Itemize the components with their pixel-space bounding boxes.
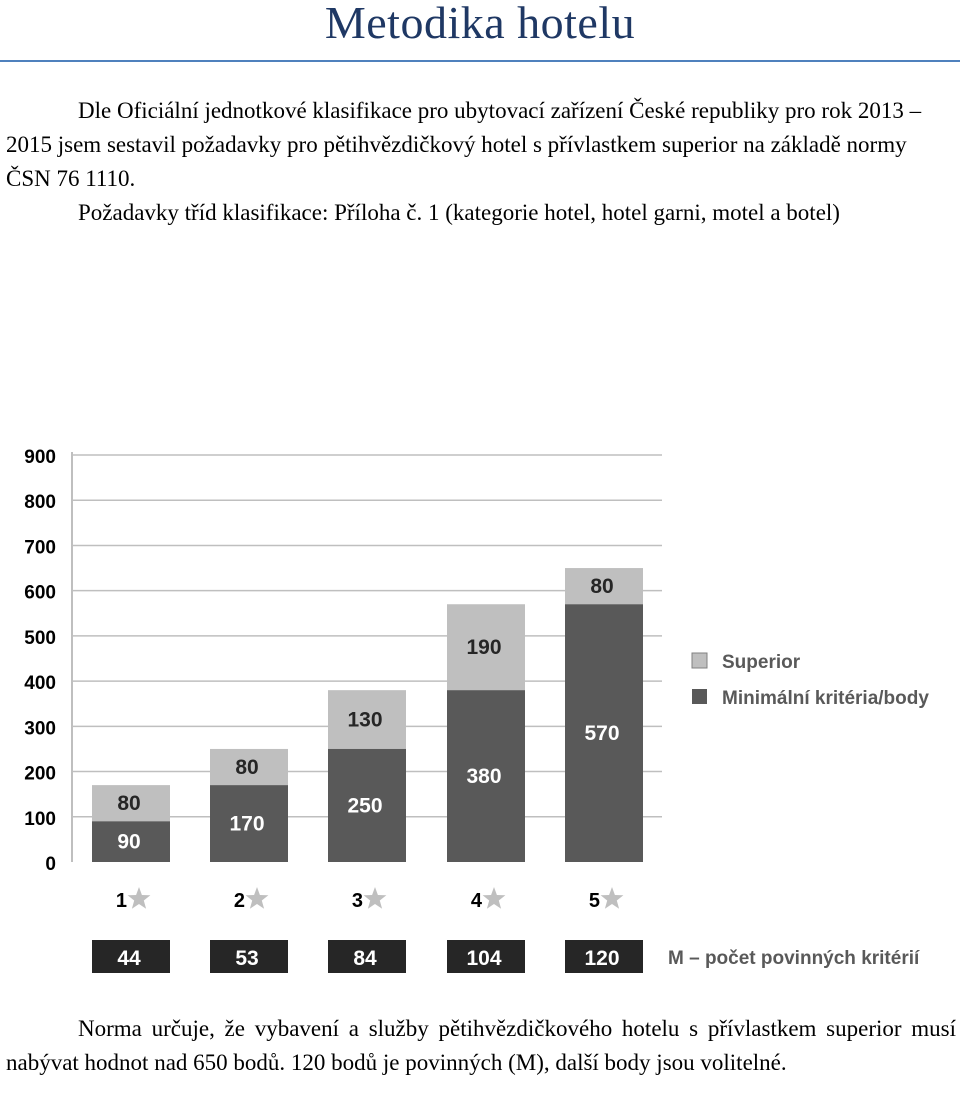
mandatory-value: 53 xyxy=(235,947,259,970)
page-title: Metodika hotelu xyxy=(324,0,636,48)
x-category-label: 2 xyxy=(233,890,245,912)
y-tick-label: 500 xyxy=(24,627,56,649)
mandatory-value: 120 xyxy=(584,947,620,970)
star-icon xyxy=(128,887,151,909)
star-icon xyxy=(483,887,506,909)
legend-swatch-minimal xyxy=(692,689,707,704)
conclusion-paragraph: Norma určuje, že vybavení a služby pětihvězdičkového hotelu s přívlastkem superior musí nabývat hodnot nad 650 bodů. 120 bodů je povinných (M), další body jsou volitelné. xyxy=(6,1016,956,1075)
legend-swatch-superior xyxy=(692,653,707,668)
mandatory-value: 44 xyxy=(117,947,141,970)
x-category-label: 4 xyxy=(470,890,482,912)
x-category-label: 5 xyxy=(588,890,600,912)
x-category-label: 3 xyxy=(351,890,363,912)
stacked-bar-chart xyxy=(0,430,960,990)
data-label-minimal: 380 xyxy=(466,765,502,789)
data-label-minimal: 90 xyxy=(117,830,141,854)
mandatory-label: M – počet povinných kritérií xyxy=(668,948,920,969)
data-label-superior: 80 xyxy=(235,756,259,780)
y-tick-label: 100 xyxy=(24,808,56,830)
legend-label-minimal: Minimální kritéria/body xyxy=(722,688,929,709)
data-label-minimal: 570 xyxy=(584,722,620,746)
y-tick-label: 200 xyxy=(24,763,56,785)
y-tick-label: 0 xyxy=(45,854,56,875)
title-underline xyxy=(0,60,960,62)
mandatory-value: 104 xyxy=(466,947,502,970)
data-label-minimal: 170 xyxy=(229,812,265,836)
data-label-minimal: 250 xyxy=(347,794,383,818)
y-tick-label: 700 xyxy=(24,537,56,559)
y-tick-label: 900 xyxy=(24,447,56,468)
mandatory-value: 84 xyxy=(353,947,377,970)
y-tick-label: 300 xyxy=(24,718,56,740)
y-tick-label: 600 xyxy=(24,582,56,604)
y-tick-label: 800 xyxy=(24,492,56,514)
x-category-label: 1 xyxy=(115,890,127,912)
data-label-superior: 80 xyxy=(590,575,614,599)
intro-paragraph: Dle Oficiální jednotkové klasifikace pro ubytovací zařízení České republiky pro rok 2013 – 2015 jsem sestavil požadavky pro pětihvězdičkový hotel s přívlastkem superior na základě normy ČSN 76 1110. xyxy=(6,98,922,191)
y-tick-label: 400 xyxy=(24,673,56,695)
star-icon xyxy=(601,887,624,909)
star-icon xyxy=(246,887,269,909)
star-icon xyxy=(364,887,387,909)
legend-label-superior: Superior xyxy=(722,652,801,673)
data-label-superior: 190 xyxy=(466,636,502,660)
data-label-superior: 80 xyxy=(117,792,141,816)
requirements-paragraph: Požadavky tříd klasifikace: Příloha č. 1 (kategorie hotel, hotel garni, motel a botel) xyxy=(78,200,840,225)
data-label-superior: 130 xyxy=(347,708,383,732)
